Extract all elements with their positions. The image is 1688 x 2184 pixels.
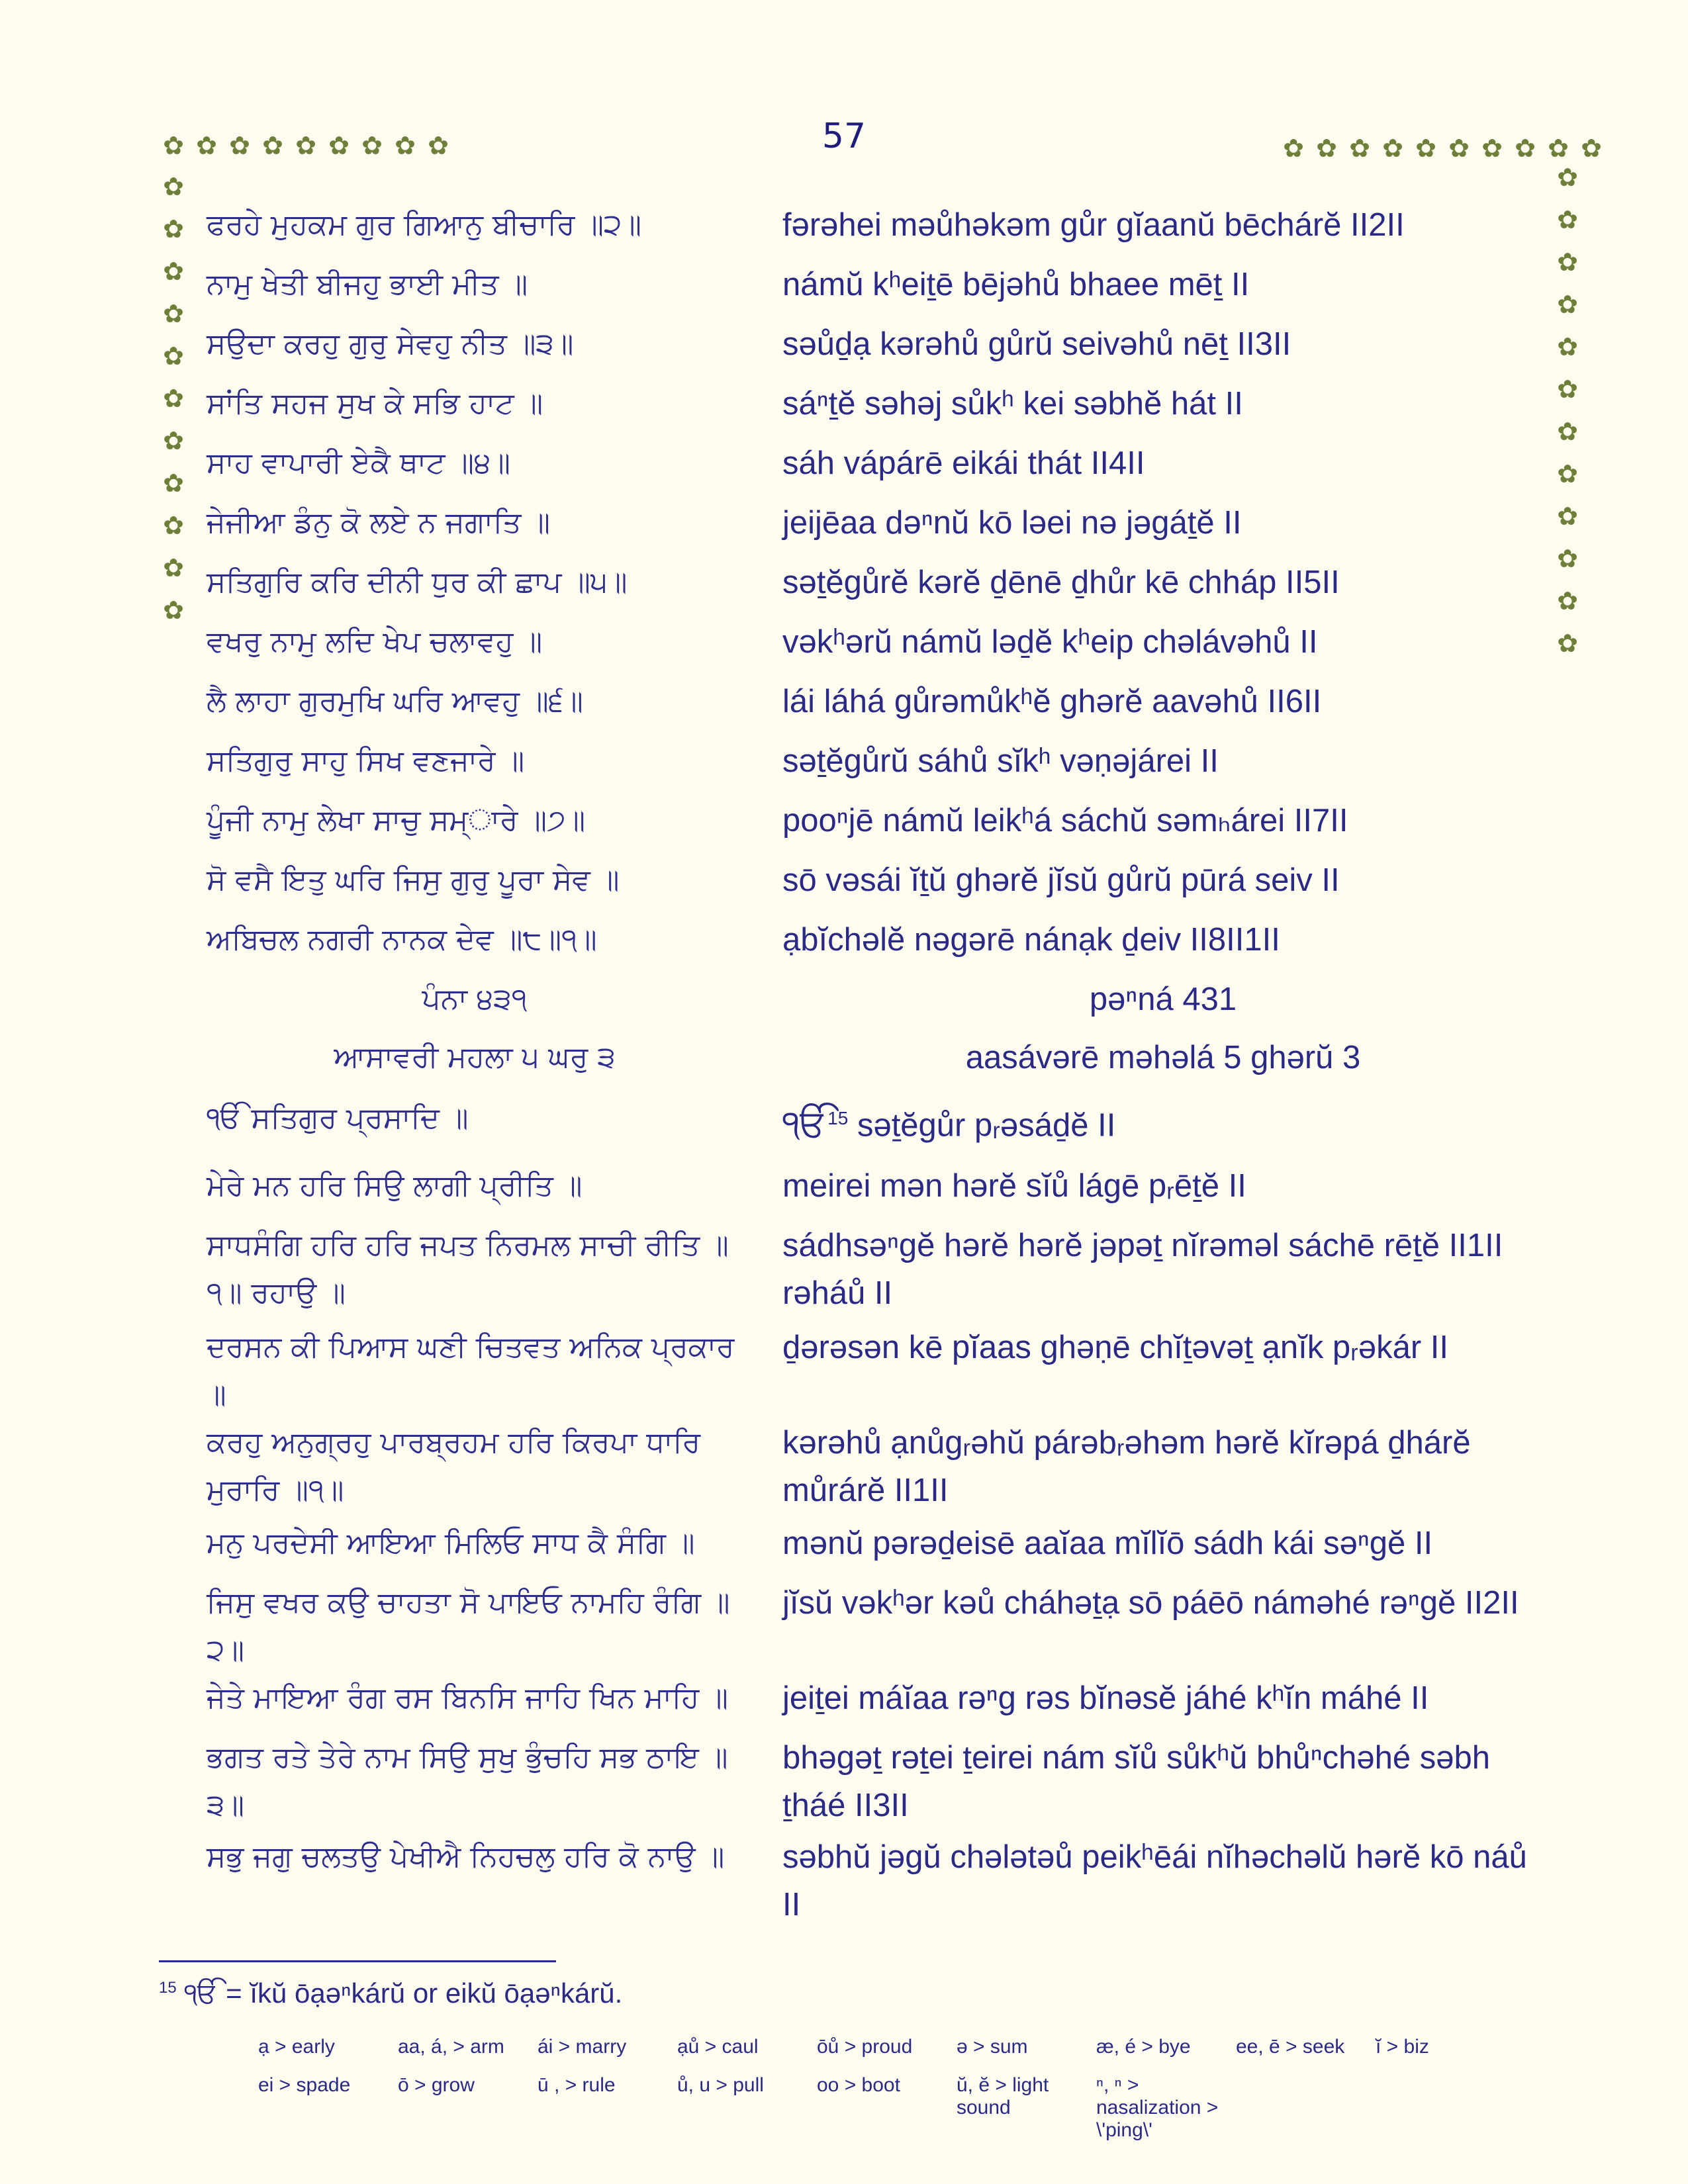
heading-page-translit: pəⁿná 431 bbox=[1089, 981, 1237, 1017]
verse-transliteration: sáh vápárē eikái thát II4II bbox=[782, 445, 1145, 481]
verse-gurmukhi: ਲੈ ਲਾਹਾ ਗੁਰਮੁਖਿ ਘਰਿ ਆਵਹੁ ॥੬॥ bbox=[207, 684, 583, 718]
verse-transliteration: sádhsəⁿgĕ hərĕ hərĕ jəpəṯ nĭrəməl sáchē rēṯĕ II1II rəháů II bbox=[782, 1228, 1503, 1311]
pronunciation-key-item: ạů > caul bbox=[677, 2036, 759, 2058]
flower-ornament-icon: ✿ bbox=[163, 172, 184, 201]
verse-transliteration: lái láhá gůrəmůkʰĕ ghərĕ aavəhů II6II bbox=[782, 684, 1322, 719]
footnote bbox=[159, 1978, 1549, 2010]
verse-gurmukhi: ਜਿਸੁ ਵਖਰ ਕਉ ਚਾਹਤਾ ਸੋ ਪਾਇਓ ਨਾਮਹਿ ਰੰਗਿ ॥੨॥ bbox=[207, 1586, 730, 1667]
flower-ornament-icon: ✿ bbox=[229, 131, 250, 160]
flower-ornament-icon: ✿ bbox=[1316, 134, 1337, 163]
verse-transliteration: jeiṯei máĭaa rəⁿg rəs bĭnəsĕ jáhé kʰĭn máhé II bbox=[782, 1680, 1429, 1716]
verse-gurmukhi: ਕਰਹੁ ਅਨੁਗ੍ਰਹੁ ਪਾਰਬ੍ਰਹਮ ਹਰਿ ਕਿਰਪਾ ਧਾਰਿ ਮੁਰਾਰਿ ॥੧॥ bbox=[207, 1426, 701, 1507]
pronunciation-key-item: ái > marry bbox=[538, 2036, 627, 2058]
flower-ornament-icon: ✿ bbox=[428, 131, 449, 160]
ornament-right-column bbox=[1553, 161, 1582, 659]
mool-translit-text: səṯĕgůr pᵣəsáḏĕ II bbox=[857, 1107, 1116, 1144]
ornament-left-column bbox=[159, 171, 188, 626]
page-number: 57 bbox=[821, 116, 867, 156]
verse-transliteration: sáⁿṯĕ səhəj sůkʰ kei səbhĕ hát II bbox=[782, 386, 1243, 422]
mool-translit bbox=[782, 1095, 1544, 1149]
footnote-divider bbox=[159, 1960, 556, 1962]
flower-ornament-icon: ✿ bbox=[1557, 417, 1578, 446]
flower-ornament-icon: ✿ bbox=[1548, 134, 1569, 163]
verse-gurmukhi: ਸਤਿਗੁਰੁ ਸਾਹੁ ਸਿਖ ਵਣਜਾਰੇ ॥ bbox=[207, 744, 525, 778]
pronunciation-key-item: ĭ > biz bbox=[1376, 2036, 1429, 2058]
flower-ornament-icon: ✿ bbox=[1349, 134, 1370, 163]
flower-ornament-icon: ✿ bbox=[1557, 375, 1578, 404]
footnote-number: 15 bbox=[159, 1979, 177, 1997]
footnote-ref: 15 bbox=[827, 1108, 849, 1128]
verse-gurmukhi: ਸਭੁ ਜਗੁ ਚਲਤਉ ਪੇਖੀਐ ਨਿਹਚਲੁ ਹਰਿ ਕੋ ਨਾਉ ॥ bbox=[207, 1840, 725, 1874]
flower-ornament-icon: ✿ bbox=[328, 131, 350, 160]
verse-gurmukhi: ਮਨੁ ਪਰਦੇਸੀ ਆਇਆ ਮਿਲਿਓ ਸਾਧ ਕੈ ਸੰਗਿ ॥ bbox=[207, 1526, 695, 1560]
flower-ornament-icon: ✿ bbox=[163, 257, 184, 286]
pronunciation-key-item: aa, á, > arm bbox=[398, 2036, 504, 2058]
flower-ornament-icon: ✿ bbox=[1557, 459, 1578, 488]
verse-transliteration: ḏərəsən kē pĭaas ghəṇē chĭṯəvəṯ ạnĭk pᵣəkár II bbox=[782, 1330, 1449, 1365]
footnote-text: ੴ = ĭkŭ ōạəⁿkárŭ or eikŭ ōạəⁿkárŭ. bbox=[184, 1978, 623, 2009]
verse-transliteration: bhəgəṯ rəṯei ṯeirei nám sĭů sůkʰŭ bhůⁿchəhé səbh ṯháé II3II bbox=[782, 1740, 1491, 1823]
verse-gurmukhi: ਸਾਧਸੰਗਿ ਹਰਿ ਹਰਿ ਜਪਤ ਨਿਰਮਲ ਸਾਚੀ ਰੀਤਿ ॥੧॥ ਰਹਾਉ ॥ bbox=[207, 1228, 729, 1310]
flower-ornament-icon: ✿ bbox=[1581, 134, 1602, 163]
pronunciation-key-item: ee, ē > seek bbox=[1236, 2036, 1345, 2058]
flower-ornament-icon: ✿ bbox=[295, 131, 316, 160]
verse-transliteration: səṯĕgůrĕ kərĕ ḏēnē ḏhůr kē chháp II5II bbox=[782, 565, 1340, 600]
pronunciation-key-item: æ, é > bye bbox=[1096, 2036, 1191, 2058]
flower-ornament-icon: ✿ bbox=[196, 131, 217, 160]
flower-ornament-icon: ✿ bbox=[1557, 332, 1578, 361]
flower-ornament-icon: ✿ bbox=[1481, 134, 1503, 163]
flower-ornament-icon: ✿ bbox=[1557, 502, 1578, 531]
verse-transliteration: ạbĭchəlĕ nəgərē nánạk ḏeiv II8II1II bbox=[782, 922, 1280, 958]
verse-gurmukhi: ਦਰਸਨ ਕੀ ਪਿਆਸ ਘਣੀ ਚਿਤਵਤ ਅਨਿਕ ਪ੍ਰਕਾਰ ॥ bbox=[207, 1330, 735, 1412]
pronunciation-key-item: ei > spade bbox=[258, 2074, 351, 2096]
pronunciation-key-item: ů, u > pull bbox=[677, 2074, 764, 2096]
verse-gurmukhi: ਫਰਹੇ ਮੁਹਕਮ ਗੁਰ ਗਿਆਨੁ ਬੀਚਾਰਿ ॥੨॥ bbox=[207, 208, 642, 242]
flower-ornament-icon: ✿ bbox=[163, 426, 184, 455]
pronunciation-key-item: ạ > early bbox=[258, 2036, 335, 2058]
verse-transliteration: səbhŭ jəgŭ chələtəů peikʰēái nĭhəchəlŭ hərĕ kō náů II bbox=[782, 1839, 1527, 1923]
pronunciation-key-item: ōů > proud bbox=[817, 2036, 913, 2058]
flower-ornament-icon: ✿ bbox=[262, 131, 283, 160]
verse-transliteration: kərəhů ạnůgᵣəhŭ párəbᵣəhəm hərĕ kĭrəpá ḏhárĕ můrárĕ II1II bbox=[782, 1425, 1471, 1508]
pronunciation-key-row-1 bbox=[258, 2036, 1516, 2058]
flower-ornament-icon: ✿ bbox=[163, 553, 184, 582]
verse-transliteration: pooⁿjē námŭ leikʰá sáchŭ səmₕárei II7II bbox=[782, 803, 1348, 839]
verse-transliteration: fərəhei məůhəkəm gůr gĭaanŭ bēchárĕ II2II bbox=[782, 207, 1405, 243]
flower-ornament-icon: ✿ bbox=[163, 384, 184, 413]
pronunciation-key-item: ō > grow bbox=[398, 2074, 475, 2096]
flower-ornament-icon: ✿ bbox=[163, 511, 184, 540]
flower-ornament-icon: ✿ bbox=[1557, 544, 1578, 573]
flower-ornament-icon: ✿ bbox=[163, 299, 184, 328]
verse-transliteration: jeijēaa dəⁿnŭ kō ləei nə jəgáṯĕ II bbox=[782, 505, 1242, 541]
flower-ornament-icon: ✿ bbox=[1557, 248, 1578, 277]
verse-gurmukhi: ਸਤਿਗੁਰਿ ਕਰਿ ਦੀਨੀ ਧੁਰ ਕੀ ਛਾਪ ॥੫॥ bbox=[207, 565, 628, 599]
pronunciation-key-item: ū , > rule bbox=[538, 2074, 616, 2096]
flower-ornament-icon: ✿ bbox=[361, 131, 383, 160]
verse-gurmukhi: ਸਾਂਤਿ ਸਹਜ ਸੁਖ ਕੇ ਸਭਿ ਹਾਟ ॥ bbox=[207, 387, 543, 420]
pronunciation-key-item: ⁿ, ⁿ > nasalization > \'ping\' bbox=[1096, 2074, 1219, 2141]
pronunciation-key-row-2 bbox=[258, 2074, 1516, 2142]
flower-ornament-icon: ✿ bbox=[163, 131, 184, 160]
flower-ornament-icon: ✿ bbox=[163, 214, 184, 244]
verse-gurmukhi: ਮੇਰੇ ਮਨ ਹਰਿ ਸਿਉ ਲਾਗੀ ਪ੍ਰੀਤਿ ॥ bbox=[207, 1169, 583, 1203]
verse-gurmukhi: ਜੇਜੀਆ ਡੰਨੁ ਕੋ ਲਏ ਨ ਜਗਾਤਿ ॥ bbox=[207, 506, 551, 539]
verse-gurmukhi: ਭਗਤ ਰਤੇ ਤੇਰੇ ਨਾਮ ਸਿਉ ਸੁਖੁ ਭੁੰਚਹਿ ਸਭ ਠਾਇ ॥੩॥ bbox=[207, 1741, 728, 1822]
heading-raag-translit: aasávərē məhəlá 5 ghərŭ 3 bbox=[965, 1040, 1361, 1075]
flower-ornament-icon: ✿ bbox=[1283, 134, 1304, 163]
verse-gurmukhi: ਸਉਦਾ ਕਰਹੁ ਗੁਰੁ ਸੇਵਹੁ ਨੀਤ ॥੩॥ bbox=[207, 327, 574, 361]
pronunciation-key-item: oo > boot bbox=[817, 2074, 900, 2096]
flower-ornament-icon: ✿ bbox=[163, 596, 184, 625]
ik-onkar-symbol: ੴ bbox=[782, 1102, 828, 1144]
verse-transliteration: səůḏạ kərəhů gůrŭ seivəhů nēṯ II3II bbox=[782, 326, 1291, 362]
verse-gurmukhi: ਨਾਮੁ ਖੇਤੀ ਬੀਜਹੁ ਭਾਈ ਮੀਤ ॥ bbox=[207, 267, 528, 301]
flower-ornament-icon: ✿ bbox=[1557, 586, 1578, 615]
flower-ornament-icon: ✿ bbox=[163, 341, 184, 371]
flower-ornament-icon: ✿ bbox=[395, 131, 416, 160]
flower-ornament-icon: ✿ bbox=[1382, 134, 1403, 163]
heading-raag-gurmukhi: ਆਸਾਵਰੀ ਮਹਲਾ ੫ ਘਰੁ ੩ bbox=[334, 1040, 616, 1074]
flower-ornament-icon: ✿ bbox=[1515, 134, 1536, 163]
verse-gurmukhi: ਸੋ ਵਸੈ ਇਤੁ ਘਰਿ ਜਿਸੁ ਗੁਰੁ ਪੂਰਾ ਸੇਵ ॥ bbox=[207, 863, 620, 897]
pronunciation-key-item: ŭ, ĕ > light sound bbox=[957, 2074, 1049, 2118]
flower-ornament-icon: ✿ bbox=[163, 469, 184, 498]
verse-transliteration: námŭ kʰeiṯē bējəhů bhaee mēṯ II bbox=[782, 267, 1250, 302]
flower-ornament-icon: ✿ bbox=[1557, 163, 1578, 192]
flower-ornament-icon: ✿ bbox=[1415, 134, 1436, 163]
verse-gurmukhi: ਵਖਰੁ ਨਾਮੁ ਲਦਿ ਖੇਪ ਚਲਾਵਹੁ ॥ bbox=[207, 625, 543, 659]
verse-transliteration: meirei mən hərĕ sĭů lágē pᵣēṯĕ II bbox=[782, 1168, 1246, 1204]
verse-gurmukhi: ਸਾਹ ਵਾਪਾਰੀ ਏਕੈ ਥਾਟ ॥੪॥ bbox=[207, 446, 511, 480]
flower-ornament-icon: ✿ bbox=[1448, 134, 1470, 163]
verse-transliteration: vəkʰərŭ námŭ ləḏĕ kʰeip chəlávəhů II bbox=[782, 624, 1318, 660]
verse-transliteration: jĭsŭ vəkʰər kəů cháhəṯạ sō páēō náməhé rəⁿgĕ II2II bbox=[782, 1585, 1519, 1621]
verse-transliteration: sō vəsái ĭṯŭ ghərĕ jĭsŭ gůrŭ pūrá seiv II bbox=[782, 862, 1340, 898]
heading-page-gurmukhi: ਪੰਨਾ ੪੩੧ bbox=[422, 982, 528, 1016]
flower-ornament-icon: ✿ bbox=[1557, 290, 1578, 319]
mool-gurmukhi: ੴ ਸਤਿਗੁਰ ਪ੍ਰਸਾਦਿ ॥ bbox=[207, 1101, 469, 1135]
verse-gurmukhi: ਅਬਿਚਲ ਨਗਰੀ ਨਾਨਕ ਦੇਵ ॥੮॥੧॥ bbox=[207, 923, 597, 956]
verse-transliteration: səṯĕgůrŭ sáhů sĭkʰ vəṇəjárei II bbox=[782, 743, 1219, 779]
ornament-top-left bbox=[159, 130, 453, 161]
pronunciation-key-item: ə > sum bbox=[957, 2036, 1028, 2058]
verse-gurmukhi: ਜੇਤੇ ਮਾਇਆ ਰੰਗ ਰਸ ਬਿਨਸਿ ਜਾਹਿ ਖਿਨ ਮਾਹਿ ॥ bbox=[207, 1681, 728, 1715]
ornament-top-right bbox=[1279, 132, 1606, 164]
verse-transliteration: mənŭ pərəḏeisē aaĭaa mĭlĭō sádh kái səⁿgĕ II bbox=[782, 1525, 1433, 1561]
flower-ornament-icon: ✿ bbox=[1557, 205, 1578, 234]
verse-gurmukhi: ਪੂੰਜੀ ਨਾਮੁ ਲੇਖਾ ਸਾਚੁ ਸਮ੍ਾਰੇ ॥੭॥ bbox=[207, 803, 586, 837]
flower-ornament-icon: ✿ bbox=[1557, 629, 1578, 658]
